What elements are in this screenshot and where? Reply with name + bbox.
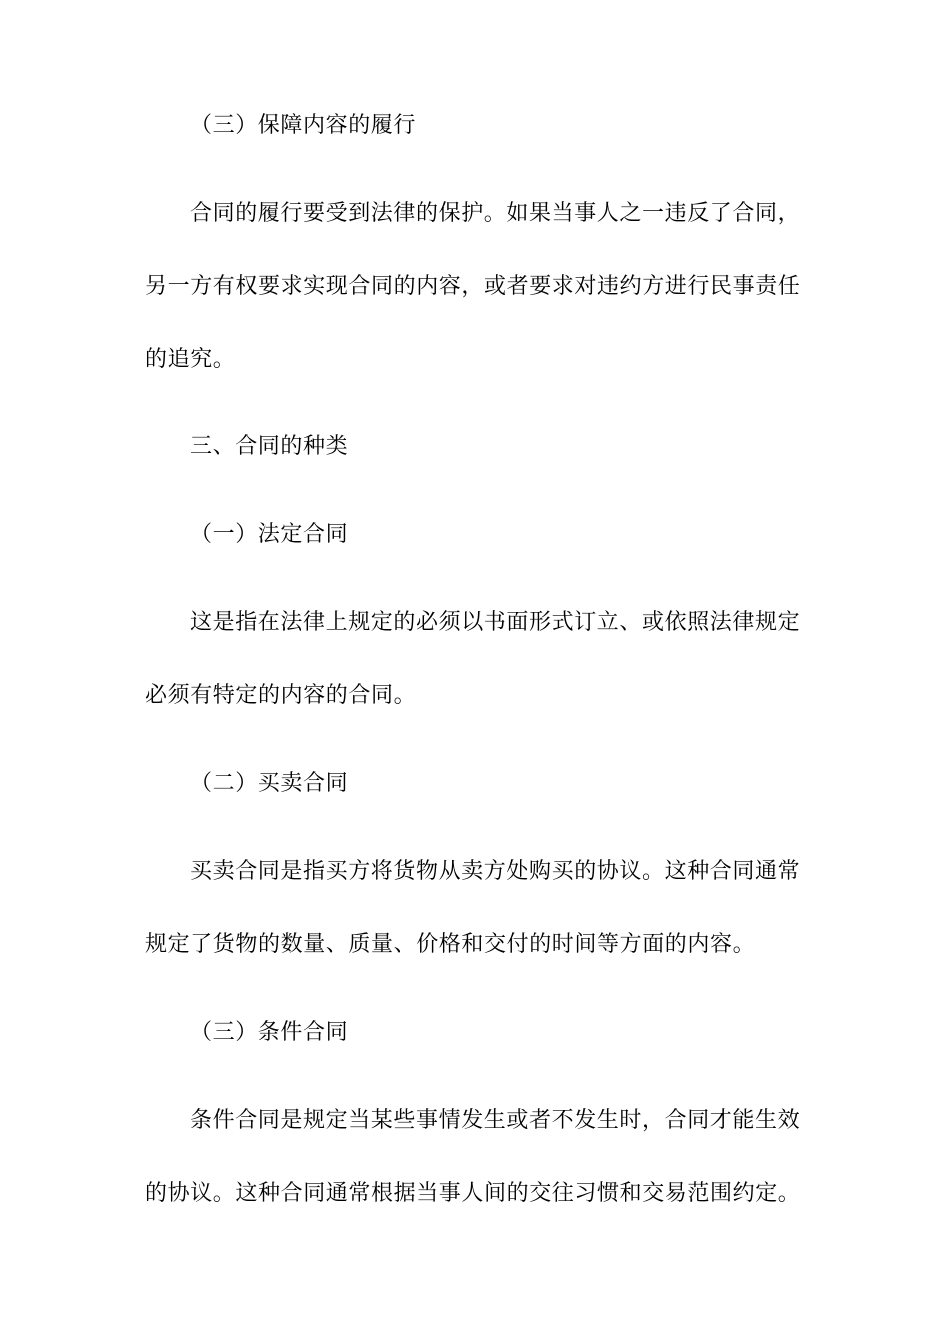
paragraph-line: 必须有特定的内容的合同。 [145, 683, 417, 708]
paragraph-line: 这是指在法律上规定的必须以书面形式订立、或依照法律规定 [190, 610, 801, 635]
section-heading-contract-types: 三、合同的种类 [190, 434, 349, 459]
paragraph-line: 规定了货物的数量、质量、价格和交付的时间等方面的内容。 [145, 932, 756, 957]
paragraph-line: 另一方有权要求实现合同的内容，或者要求对违约方进行民事责任 [145, 274, 801, 299]
subheading-guarantee-performance: （三）保障内容的履行 [190, 113, 417, 138]
paragraph-line: 条件合同是规定当某些事情发生或者不发生时，合同才能生效 [190, 1108, 801, 1133]
subheading-sales-contract: （二）买卖合同 [190, 771, 349, 796]
paragraph-line: 的协议。这种合同通常根据当事人间的交往习惯和交易范围约定。 [145, 1181, 801, 1206]
paragraph-line: 的追究。 [145, 347, 236, 372]
subheading-statutory-contract: （一）法定合同 [190, 522, 349, 547]
subheading-conditional-contract: （三）条件合同 [190, 1020, 349, 1045]
paragraph-line: 合同的履行要受到法律的保护。如果当事人之一违反了合同， [190, 201, 801, 226]
paragraph-line: 买卖合同是指买方将货物从卖方处购买的协议。这种合同通常 [190, 859, 801, 884]
